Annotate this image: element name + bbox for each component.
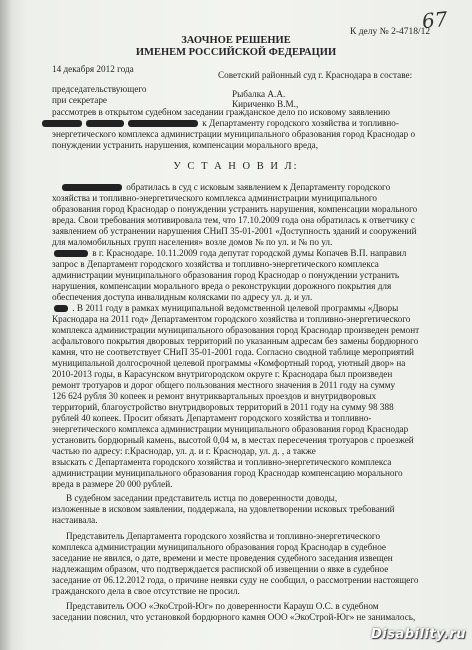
redaction-mark (128, 120, 198, 127)
intro-line-with-redaction: к Департаменту городского хозяйства и топливно- (40, 118, 399, 128)
body-line: камня, что не соответствует СНиП 35-01-2001 года. Согласно сводной таблице мероприятий (52, 347, 414, 357)
body-line: рублей 40 копеек. Просит обязать Департамент городского хозяйства и топливно- (52, 413, 372, 423)
case-number: К делу № 2-4718/12 (350, 27, 431, 37)
body-line: муниципальной долгосрочной целевой программы «Комфортный город, уютный двор» на (52, 358, 406, 368)
para3-line: гражданского дела в свое отсутствие не просил. (52, 586, 240, 596)
body-line: для маломобильных групп населения» возле домов № по ул. и № по ул. (52, 237, 333, 247)
body-line: нарушения, компенсации морального вреда о реконструкции дорожного покрытия для (52, 281, 392, 291)
para2-line: настаивала. (52, 515, 98, 525)
para3-line: надлежащим образом, что подтверждается распиской об извещении о явке в судебное (52, 564, 389, 574)
body-line: взыскать с Департамента городского хозяйства и топливно-энергетического комплекса (52, 457, 392, 467)
body-line: ремонт тротуаров и дорог общего пользования местного значения в 2011 году на сумму (52, 380, 396, 390)
section-heading: У С Т А Н О В И Л: (173, 161, 299, 172)
redaction-mark (86, 120, 124, 127)
presiding-label: председательствующего (52, 84, 147, 94)
secretary-label: при секретаре (52, 95, 108, 105)
decision-date: 14 декабря 2012 года (52, 64, 134, 74)
body-line: запрос в Департамент городского хозяйства и топливно-энергетического комплекса (52, 259, 379, 269)
body-line: частью по адресу: г.Краснодар, ул. д. и г. Краснодар, ул. д. , а также (52, 446, 316, 456)
body-line: . В 2011 году в рамках муниципальной ведомственной целевой программы «Дворы (52, 303, 398, 313)
body-line: 126 624 рубля 30 копеек и ремонт внутриквартальных проездов и внутридворовых (52, 391, 377, 401)
body-line: хозяйства и топливно-энергетического комплекса администрации муниципального (52, 193, 377, 203)
body-line: обратилась в суд с исковым заявлением к Департаменту городского (60, 182, 390, 192)
body-line: 2010-2013 годы, в Карасунском внутригородском округе г. Краснодара был произведен (52, 369, 393, 379)
para3-line: Представитель Департамента городского хозяйства и топливно-энергетического (66, 531, 381, 541)
para3-line: комплекса администрации муниципального образования город Краснодар в судебное (52, 542, 386, 552)
body-line: образования город Краснодар о понуждении устранить нарушения, компенсации морального (52, 204, 418, 214)
court-name: Советский районный суд г. Краснодара в составе: (218, 70, 413, 80)
body-line: комплекса администрации муниципального образования город Краснодар произведен ремонт (52, 325, 420, 335)
site-watermark: Disability.ru (370, 627, 466, 642)
para4-line: Представитель ООО «ЭкоСтрой-Юг» по доверенности Карауш О.С. в судебном (66, 601, 379, 611)
document-title: ЗАОЧНОЕ РЕШЕНИЕ (181, 35, 291, 46)
body-line: Краснодара на 2011 год» Департаментом городского хозяйства и топливно-энергетического (52, 314, 411, 324)
secretary-name: Кириченко В.М., (232, 99, 299, 109)
para2-line: изложенные в исковом заявлении, поддержала, на удовлетворении исковых требований (52, 504, 395, 514)
para3-line: заседание от 06.12.2012 года, о причине неявки суду не сообщил, о рассмотрении настоящего (52, 575, 419, 585)
body-line: заявлением об устранении нарушения СНиП 35-01-2001 «Доступность зданий и сооружений (52, 226, 417, 236)
redaction-mark (54, 305, 68, 312)
presiding-name: Рыбалка А.А. (232, 89, 286, 99)
page-edge-shadow (0, 0, 12, 650)
redaction-mark (42, 120, 82, 127)
body-line: администрации муниципального образования город Краснодар о понуждении устранить (52, 270, 400, 280)
document-subtitle: ИМЕНЕМ РОССИЙСКОЙ ФЕДЕРАЦИИ (135, 47, 337, 58)
intro-line: рассмотрев в открытом судебном заседании гражданское дело по исковому заявлению (52, 107, 390, 117)
intro-line: энергетического комплекса администрации муниципального образования город Краснодар о (52, 129, 416, 139)
handwritten-page-number: 67 (420, 6, 449, 34)
para4-line: заседании пояснил, что установкой бордюрного камня ООО «ЭкоСтрой-Юг» не занималось, (52, 612, 416, 622)
intro-line: понуждении устранить нарушения, компенсации морального вреда, (52, 140, 318, 150)
redaction-mark (62, 184, 122, 191)
body-line: территорий, благоустройство внутридворовых территорий в 2011 году на сумму 98 388 (52, 402, 394, 412)
body-line: вреда. Свои требования мотивировала тем, что 17.10.2009 года она обратилась к ответчику с (52, 215, 415, 225)
para2-line: В судебном заседании представитель истца по доверенности доводы, (66, 493, 338, 503)
para3-line: заседание не явился, о дате, времени и месте проведения судебного заседания извещен (52, 553, 393, 563)
body-line: администрации муниципального образования город Краснодар компенсацию морального (52, 468, 403, 478)
body-line: энергетического комплекса администрации муниципального образования город Краснодар (52, 424, 409, 434)
body-line: обеспечения доступа инвалидным колясками по адресу ул. д. и ул. (52, 292, 313, 302)
body-line: установить бордюрный камень, высотой 0,04 м, в местах пересечения тротуаров с проезжей (52, 435, 414, 445)
redaction-mark (54, 250, 88, 257)
body-line: асфальтового покрытия дворовых территорий по указанным адресам без замены бордюрного (52, 336, 419, 346)
body-line: вреда в размере 20 000 рублей. (52, 479, 173, 489)
body-line: в г. Краснодаре. 10.11.2009 года депутат городской думы Копачев В.П. направил (52, 248, 406, 258)
